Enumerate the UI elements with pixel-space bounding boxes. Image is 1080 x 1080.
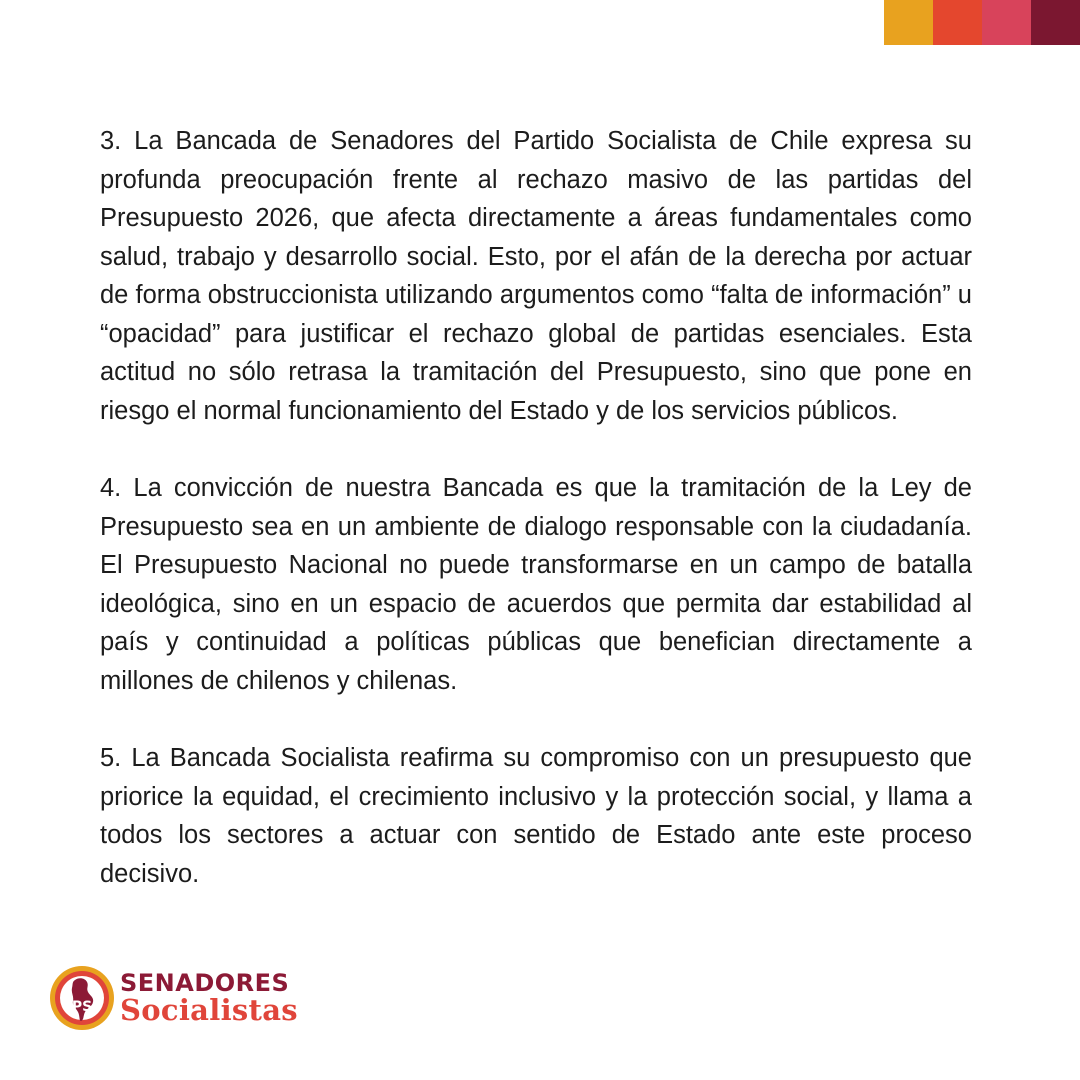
stripe-yellow bbox=[884, 0, 933, 45]
document-body bbox=[100, 122, 972, 932]
stripe-maroon bbox=[1031, 0, 1080, 45]
emblem-letters: PS bbox=[71, 999, 93, 1015]
stripe-pink bbox=[982, 0, 1031, 45]
logo-line-senadores: SENADORES bbox=[120, 968, 290, 997]
header-color-strip bbox=[884, 0, 1080, 45]
logo-wordmark bbox=[120, 968, 298, 1027]
ps-emblem-icon bbox=[48, 964, 116, 1032]
logo-line-socialistas: Socialistas bbox=[120, 992, 298, 1027]
stripe-orange bbox=[933, 0, 982, 45]
paragraph-4: 4. La convicción de nuestra Bancada es que la tramitación de la Ley de Presupuesto sea en un ambiente de dialogo responsable con la ciudadanía. El Presupuesto Nacional no puede transformarse en un campo de batalla ideológica, sino en un espacio de acuerdos que permita dar estabilidad al país y continuidad a políticas públicas que benefician directamente a millones de chilenos y chilenas. bbox=[100, 474, 972, 695]
senadores-socialistas-logo bbox=[48, 963, 298, 1033]
paragraph-3: 3. La Bancada de Senadores del Partido Socialista de Chile expresa su profunda preocupación frente al rechazo masivo de las partidas del Presupuesto 2026, que afecta directamente a áreas fundamentales como salud, trabajo y desarrollo social. Esto, por el afán de la derecha por actuar de forma obstruccionista utilizando argumentos como “falta de información” u “opacidad” para justificar el rechazo global de partidas esenciales. Esta actitud no sólo retrasa la tramitación del Presupuesto, sino que pone en riesgo el normal funcionamiento del Estado y de los servicios públicos. bbox=[100, 127, 972, 425]
paragraph-5: 5. La Bancada Socialista reafirma su compromiso con un presupuesto que priorice la equidad, el crecimiento inclusivo y la protección social, y llama a todos los sectores a actuar con sentido de Estado ante este proceso decisivo. bbox=[100, 744, 972, 888]
